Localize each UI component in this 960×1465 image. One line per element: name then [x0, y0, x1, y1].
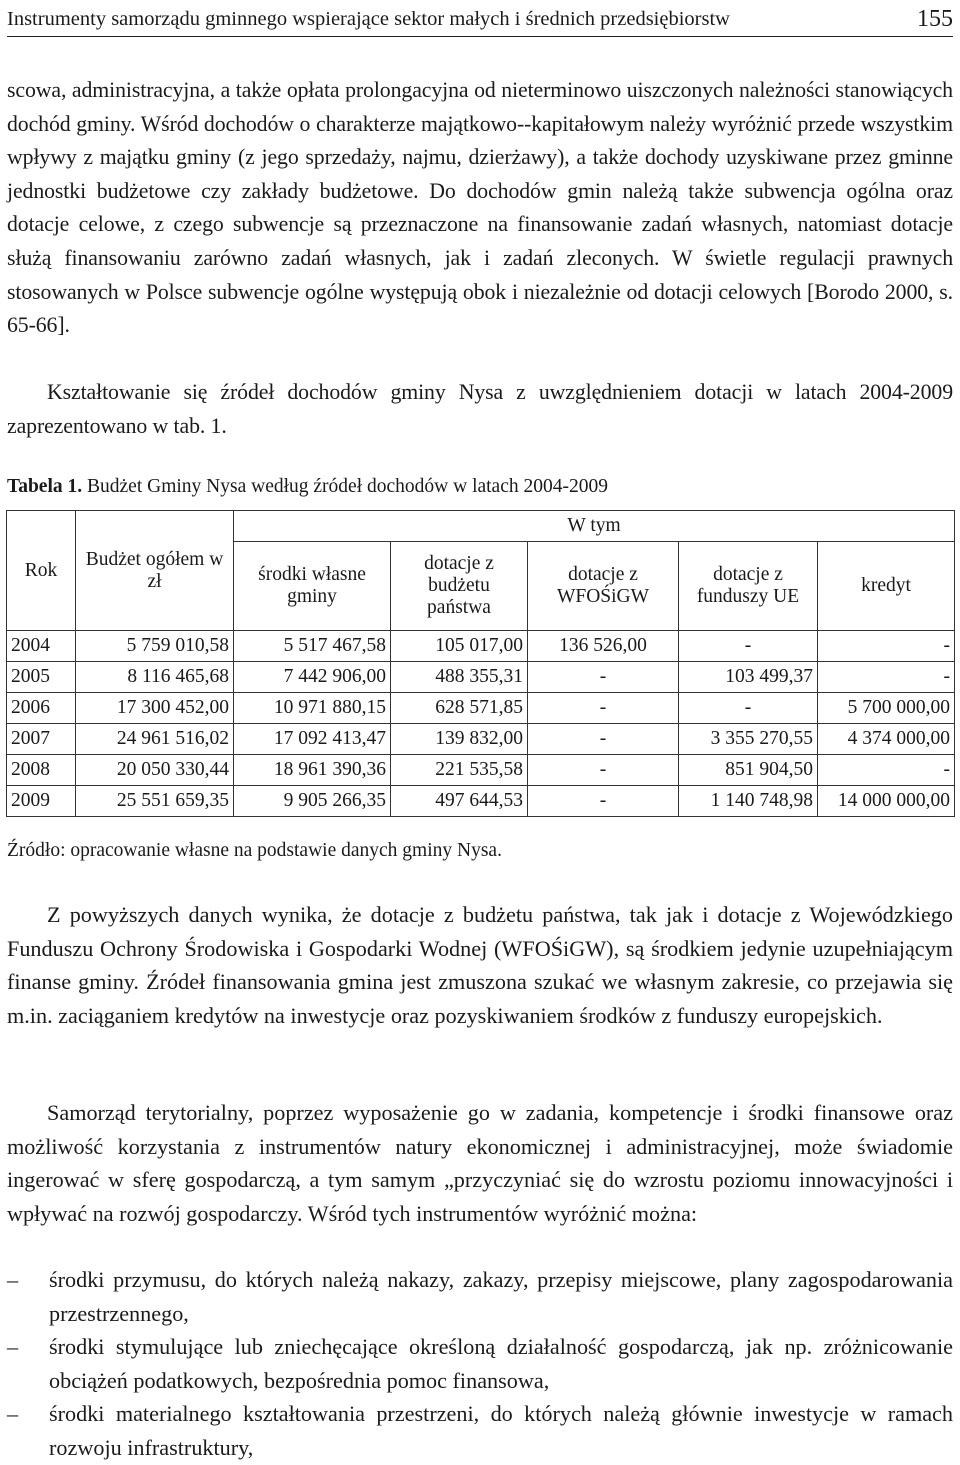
cell-wfos-grants: - — [528, 786, 679, 817]
cell-own-funds: 18 961 390,36 — [234, 755, 391, 786]
cell-own-funds: 5 517 467,58 — [234, 631, 391, 662]
header-srodki-wlasne: środki własne gminy — [234, 542, 391, 631]
cell-year: 2007 — [7, 724, 76, 755]
cell-wfos-grants: - — [528, 755, 679, 786]
cell-state-grants: 105 017,00 — [391, 631, 528, 662]
header-rok: Rok — [7, 511, 76, 631]
cell-budget: 5 759 010,58 — [76, 631, 234, 662]
cell-year: 2004 — [7, 631, 76, 662]
cell-credit: 5 700 000,00 — [818, 693, 955, 724]
cell-year: 2009 — [7, 786, 76, 817]
list-item — [7, 1330, 953, 1397]
intro-paragraph-2: Kształtowanie się źródeł dochodów gminy Nysa z uwzględnieniem dotacji w latach 2004-2009 zaprezentowano w tab. 1. — [7, 380, 953, 438]
cell-credit: 4 374 000,00 — [818, 724, 955, 755]
list-bullet: – — [7, 1401, 19, 1427]
cell-credit: - — [818, 755, 955, 786]
cell-year: 2006 — [7, 693, 76, 724]
cell-budget: 24 961 516,02 — [76, 724, 234, 755]
cell-state-grants: 488 355,31 — [391, 662, 528, 693]
paragraph-instruments: Samorząd terytorialny, poprzez wyposażenie go w zadania, kompetencje i środki finansowe oraz możliwość korzystania z instrumentów natury ekonomicznej i administracyjnej, może świadomie ingerować w sferę gospodarczą, a tym samym „przyczyniać się do wzrostu poziomu innowacyjności i wpływać na rozwój gospodarczy. Wśród tych instrumentów wyróżnić można: — [7, 1100, 953, 1226]
paragraph-conclusion: Z powyższych danych wynika, że dotacje z budżetu państwa, tak jak i dotacje z Wojewódzkiego Funduszu Ochrony Środowiska i Gospodarki Wodnej (WFOŚiGW), są środkiem jedynie uzupełniającym finanse gminy. Źródeł finansowania gmina jest zmuszona szukać we własnym zakresie, co przejawia się m.in. zaciąganiem kredytów na inwestycje oraz pozyskiwaniem środków z funduszy europejskich. — [7, 902, 953, 1028]
cell-year: 2005 — [7, 662, 76, 693]
cell-eu-grants: 103 499,37 — [679, 662, 818, 693]
cell-credit: - — [818, 631, 955, 662]
cell-own-funds: 9 905 266,35 — [234, 786, 391, 817]
cell-wfos-grants: - — [528, 724, 679, 755]
table-source-note: Źródło: opracowanie własne na podstawie danych gminy Nysa. — [7, 840, 502, 861]
cell-own-funds: 17 092 413,47 — [234, 724, 391, 755]
list-bullet: – — [7, 1334, 19, 1360]
cell-eu-grants: - — [679, 693, 818, 724]
cell-own-funds: 10 971 880,15 — [234, 693, 391, 724]
header-w-tym: W tym — [234, 511, 955, 542]
page-number: 155 — [917, 6, 953, 32]
table-row — [7, 755, 955, 786]
cell-wfos-grants: - — [528, 662, 679, 693]
running-title: Instrumenty samorządu gminnego wspierające sektor małych i średnich przedsiębiorstw — [7, 8, 730, 30]
list-item-text: środki przymusu, do których należą nakazy, zakazy, przepisy miejscowe, plany zagospodarowania przestrzennego, — [49, 1267, 953, 1326]
budget-table — [6, 510, 955, 817]
cell-state-grants: 139 832,00 — [391, 724, 528, 755]
table-row — [7, 631, 955, 662]
cell-state-grants: 221 535,58 — [391, 755, 528, 786]
cell-credit: - — [818, 662, 955, 693]
running-header — [7, 4, 953, 37]
table-caption — [7, 476, 608, 498]
cell-budget: 20 050 330,44 — [76, 755, 234, 786]
cell-budget: 25 551 659,35 — [76, 786, 234, 817]
cell-eu-grants: 851 904,50 — [679, 755, 818, 786]
cell-budget: 8 116 465,68 — [76, 662, 234, 693]
list-item-text: środki materialnego kształtowania przestrzeni, do których należą głównie inwestycje w ramach rozwoju infrastruktury, — [49, 1401, 953, 1460]
list-bullet: – — [7, 1267, 19, 1292]
instruments-list — [7, 1263, 953, 1465]
header-dotacje-budzet: dotacje z budżetu państwa — [391, 542, 528, 631]
cell-wfos-grants: - — [528, 693, 679, 724]
header-dotacje-ue: dotacje z funduszy UE — [679, 542, 818, 631]
cell-eu-grants: - — [679, 631, 818, 662]
list-item — [7, 1397, 953, 1464]
table-row — [7, 693, 955, 724]
intro-paragraph: scowa, administracyjna, a także opłata prolongacyjna od nieterminowo uiszczonych należności stanowiących dochód gminy. Wśród dochodów o charakterze majątkowo--kapitałowym należy wyróżnić przede wszystkim wpływy z majątku gminy (z jego sprzedaży, najmu, dzierżawy), a także dochody uzyskiwane przez gminne jednostki budżetowe czy zakłady budżetowe. Do dochodów gmin należą także subwencja ogólna oraz dotacje celowe, z czego subwencje są przeznaczone na finansowanie zadań własnych, natomiast dotacje służą finansowaniu zarówno zadań własnych, jak i zadań zleconych. W świetle regulacji prawnych stosowanych w Polsce subwencje ogólne występują obok i niezależnie od dotacji celowych [Borodo 2000, s. 65-66]. — [7, 78, 953, 338]
cell-eu-grants: 1 140 748,98 — [679, 786, 818, 817]
cell-wfos-grants: 136 526,00 — [528, 631, 679, 662]
cell-eu-grants: 3 355 270,55 — [679, 724, 818, 755]
header-budzet: Budżet ogółem w zł — [76, 511, 234, 631]
cell-budget: 17 300 452,00 — [76, 693, 234, 724]
cell-own-funds: 7 442 906,00 — [234, 662, 391, 693]
table-title: Budżet Gminy Nysa według źródeł dochodów w latach 2004-2009 — [82, 476, 608, 497]
table-label: Tabela 1. — [7, 476, 83, 497]
cell-state-grants: 497 644,53 — [391, 786, 528, 817]
cell-year: 2008 — [7, 755, 76, 786]
cell-state-grants: 628 571,85 — [391, 693, 528, 724]
table-row — [7, 786, 955, 817]
cell-credit: 14 000 000,00 — [818, 786, 955, 817]
table-row — [7, 724, 955, 755]
list-item-text: środki stymulujące lub zniechęcające określoną działalność gospodarczą, jak np. zróżnicowanie obciążeń podatkowych, bezpośrednia pomoc finansowa, — [49, 1334, 953, 1393]
header-kredyt: kredyt — [818, 542, 955, 631]
table-row — [7, 662, 955, 693]
list-item — [7, 1263, 953, 1330]
header-dotacje-wfos: dotacje z WFOŚiGW — [528, 542, 679, 631]
